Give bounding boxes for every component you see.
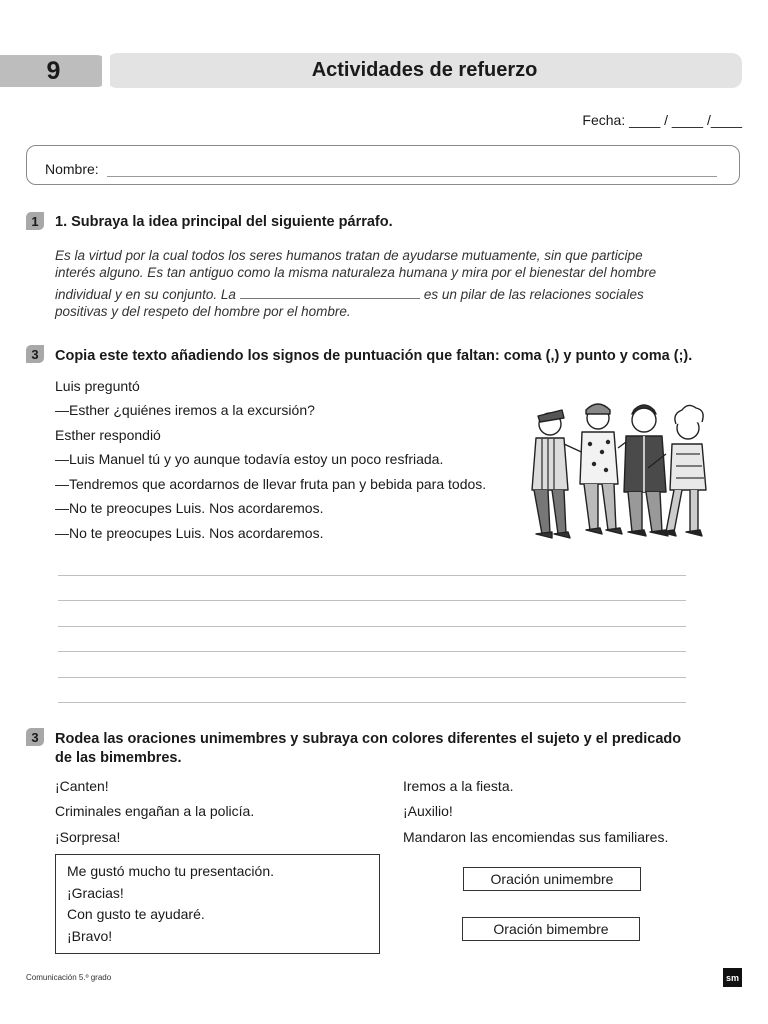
date-field: Fecha: ____ / ____ /____ [582,112,742,128]
question-1-badge: 1 [26,212,44,230]
fill-blank [240,298,420,299]
paragraph-line-3b: es un pilar de las relaciones sociales [423,287,644,302]
dialogue-line: —Tendremos que acordarnos de llevar fruta pan y bebida para todos. [55,476,487,492]
label-unimembre: Oración unimembre [463,867,641,891]
writing-line[interactable] [58,702,686,703]
writing-line[interactable] [58,677,686,678]
question-1-title: 1. Subraya la idea principal del siguiente párrafo. [55,214,393,230]
dialogue-line: Luis preguntó [55,378,140,394]
writing-line[interactable] [58,626,686,627]
children-illustration [520,398,720,544]
dialogue-line: —Esther ¿quiénes iremos a la excursión? [55,402,315,418]
dialogue-line: —Luis Manuel tú y yo aunque todavía estoy un poco resfriada. [55,451,444,467]
dialogue-line: —No te preocupes Luis. Nos acordaremos. [55,525,324,541]
unit-number: 9 [0,55,107,87]
writing-line[interactable] [58,651,686,652]
example-sentence: Mandaron las encomiendas sus familiares. [403,829,669,845]
question-3-title-cont: de las bimembres. [55,750,182,766]
dialogue-line: —No te preocupes Luis. Nos acordaremos. [55,500,324,516]
question-3-badge: 3 [26,728,44,746]
question-2-badge: 3 [26,345,44,363]
name-line [107,176,717,177]
example-sentence: Criminales engañan a la policía. [55,803,255,819]
paragraph-line-2: interés alguno. Es tan antiguo como la misma naturaleza humana y mira por el bienestar del hombre [55,265,657,280]
example-sentence: Iremos a la fiesta. [403,778,514,794]
box-sentence: ¡Bravo! [67,927,113,944]
sentences-box [55,854,380,954]
name-label: Nombre: [45,161,99,177]
paragraph-line-1: Es la virtud por la cual todos los seres humanos tratan de ayudarse mutuamente, sin que participe [55,248,643,263]
footer-text: Comunicación 5.º grado [26,973,112,982]
box-sentence: Con gusto te ayudaré. [67,906,205,922]
paragraph-line-4: positivas y del respeto del hombre por el hombre. [55,304,351,319]
question-2-title: Copia este texto añadiendo los signos de puntuación que faltan: coma (,) y punto y coma (;). [55,348,693,364]
writing-line[interactable] [58,575,686,576]
example-sentence: ¡Canten! [55,778,109,794]
dialogue-line: Esther respondió [55,427,161,443]
name-box [26,145,740,185]
box-sentence: ¡Gracias! [67,884,124,901]
example-sentence: ¡Sorpresa! [55,829,121,845]
example-sentence: ¡Auxilio! [403,803,453,819]
label-bimembre: Oración bimembre [462,917,640,941]
page-title: Actividades de refuerzo [107,53,742,88]
question-3-title: Rodea las oraciones unimembres y subraya con colores diferentes el sujeto y el predicado [55,731,682,747]
writing-line[interactable] [58,600,686,601]
paragraph-line-3 [55,286,644,303]
publisher-logo: sm [723,968,742,987]
box-sentence: Me gustó mucho tu presentación. [67,863,275,879]
paragraph-line-3a: individual y en su conjunto. La [55,287,236,302]
